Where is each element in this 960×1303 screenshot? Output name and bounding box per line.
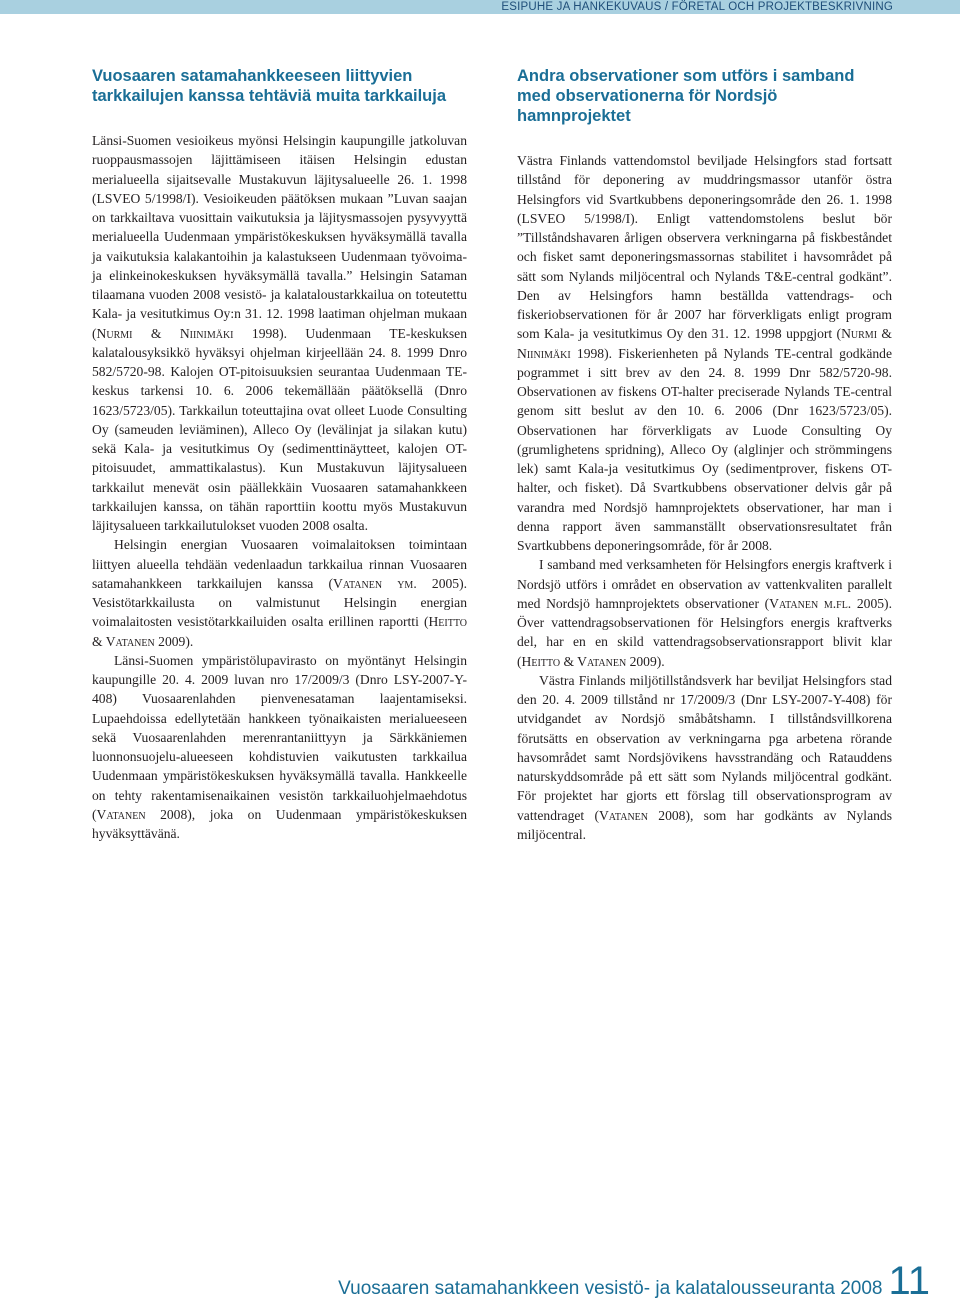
author-citation: Nurmi & Niinimäki — [96, 325, 234, 341]
paragraph: Helsingin energian Vuosaaren voimalaitoksen toimintaan liittyen alueella tehdään vedenlaadun tarkkailua rinnan Vuosaaren satamahankkeen tarkkailujen kanssa (Vatanen ym. 2005). Vesistötarkkailusta on valmistunut Helsingin energian voimalaitosten vesistötarkkailuiden osalta erillinen raportti (Heitto & Vatanen 2009). — [92, 537, 468, 649]
author-citation: Vatanen m.fl. — [769, 595, 852, 611]
paragraph: Västra Finlands miljötillståndsverk har beviljat Helsingfors stad den 20. 4. 2009 tillstånd nr 17/2009/3 (Dnr LSY-2007-Y-408) för utvidgandet av Nordsjö småbåtshamn. I tillståndsvillkorena förutsätts en observation av verkningarna pga arbetena rörande havsområdet samt Nordsjövikens havsstrandäng och Ratauddens naturskyddsområde på ett sätt som Nylands miljöcentral godkänt. För projektet har gjorts ett förslag till observationsprogram av vattendraget (Vatanen 2008), som har godkänts av Nylands miljöcentral. — [517, 672, 892, 842]
paragraph: Länsi-Suomen vesioikeus myönsi Helsingin kaupungille jatkoluvan ruoppausmassojen läjittämiseen itäisen Helsingin edustan merialueella sijaitsevalle Mustakuvun läjitysalueelle 26. 1. 1998 (LSVEO 5/1998/I). Vesioikeuden päätöksen mukaan ”Luvan saajan on tarkkailtava vuosittain vaikutuksia ja läjitysmassojen pysyvyyttä merialueella Uudenmaan ympäristökeskuksen hyväksymällä tavalla ja vaikutuksia kalakantoihin ja kalastukseen Uudenmaan työvoima- ja elinkeinokeskuksen hyväksymällä tavalla.” Helsingin Sataman tilaamana vuoden 2008 vesistö- ja kalataloustarkkailua on toteutettu Kala- ja vesitutkimus Oy:n 31. 12. 1998 laatiman ohjelman mukaan (Nurmi & Niinimäki 1998). Uudenmaan TE-keskuksen kalatalousyksikkö hyväksyi ohjelman kirjeellään 24. 8. 1999 Dnro 582/5720-98. Kalojen OT-pitoisuuksien seurantaa Uudenmaan TE-keskus tarkensi 10. 6. 2006 tekemällään päätöksellä (Dnro 1623/5723/05). Tarkkailun toteuttajina ovat olleet Luode Consulting Oy (sameuden leviäminen), Alleco Oy (levälinjat ja silakan kutu) sekä Kala- ja vesitutkimus Oy (sedimenttinäytteet, kalojen OT-pitoisuudet, ammattikalastus). Kun Mustakuvun läjitysalueen tarkkailut menevät osin päällekkäin Vuosaaren satamahankkeen tarkkailujen kanssa, on tähän raporttiin koottu myös Mustakuvun läjitysalueen tarkkailutulokset vuoden 2008 osalta. — [92, 133, 467, 533]
section-heading-swedish: Andra observationer som utförs i samband med observationerna för Nordsjö hamnprojektet — [517, 67, 855, 125]
paragraph: Västra Finlands vattendomstol beviljade Helsingfors stad fortsatt tillstånd för deponering av muddringsmassor utanför östra Helsingfors vid Svartkubbens deponeringsområde den 26. 1. 1998 (LSVEO 5/1998/I). Enligt vattendomstolens beslut bör ”Tillståndshavaren årligen observera verkningarna på fiskbeståndet och fisket samt deponeringsmassornas stabilitet i havsområdet på sätt som Nylands miljöcentral och Nylands T&E-central godkänt”. Den av Helsingfors hamn beställda vattendrags- och fiskeriobservationen för år 2007 har förverkligats enligt program som Kala- ja vesitutkimus Oy den 31. 12. 1998 uppgjort (Nurmi & Niinimäki 1998). Fiskerienheten på Nylands TE-central godkände pogrammet i sitt brev av den 24. 8. 1999 Dnr 582/5720-98. Observationen av fiskens OT-halter preciserade Nylands TE-central genom sitt beslut av den 10. 6. 2006 (Dnr 1623/5723/05). Observationen har förverkligats av Luode Consulting Oy (grumlighetens spridning), Alleco Oy (alglinjer och strömmingens lek) samt Kala-ja vesitutkimus Oy (sedimentprover, fiskens OT-halter, och fisket). Då Svartkubbens observationer delvis går på varandra med Nordsjö hamnprojektets observationer, har man i denna rapport även sammanställt observationsresultatet från Svartkubbens deponeringsområde, för år 2008. — [517, 153, 892, 553]
author-citation: Nurmi & Niinimäki — [517, 326, 892, 361]
author-citation: Vatanen ym. — [333, 575, 417, 591]
right-body — [517, 151, 892, 844]
paragraph: Länsi-Suomen ympäristölupavirasto on myöntänyt Helsingin kaupungille 20. 4. 2009 luvan nro 17/2009/3 (Dnro LSY-2007-Y-408) Vuosaarenlahden pienvenesataman laajentamiseksi. Lupaehdoissa edellytetään hankkeen työnaikaisten merialueeseen sekä Vuosaarenlahden merenrantaniittyyn ja Särkkäniemen luonnonsuojelu-alueeseen kohdistuvien vaikutusten tarkkailua Uudenmaan ympäristökeskuksen hyväksymällä tavalla. Hankkeelle on tehty rakentamisenaikainen vesistön tarkkailuohjelmaehdotus (Vatanen 2008), joka on Uudenmaan ympäristökeskuksen hyväksyttävänä. — [92, 652, 467, 841]
page-number: 11 — [888, 1259, 930, 1303]
left-body — [92, 131, 467, 843]
author-citation: Heitto & Vatanen — [521, 653, 627, 669]
author-citation: Vatanen — [598, 807, 648, 823]
footer-title: Vuosaaren satamahankkeen vesistö- ja kalatalousseuranta 2008 — [338, 1278, 883, 1299]
paragraph: I samband med verksamheten för Helsingfors energis kraftverk i Nordsjö utförs i området en observation av vattenkvaliten parallelt med Nordsjö hamnprojektets observationer (Vatanen m.fl. 2005). Över vattendragsobservationen för Helsingfors energis kraftverks del, har en en skild vattendragsobservationsrapport blivit klar (Heitto & Vatanen 2009). — [517, 557, 892, 669]
left-column — [92, 66, 467, 843]
section-heading-finnish: Vuosaaren satamahankkeeseen liittyvien tarkkailujen kanssa tehtäviä muita tarkkailuja — [92, 67, 447, 105]
author-citation: Vatanen — [96, 806, 146, 822]
author-citation: Heitto & Vatanen — [92, 614, 467, 649]
running-head: ESIPUHE JA HANKEKUVAUS / FÖRETAL OCH PROJEKTBESKRIVNING — [501, 1, 893, 13]
page-footer — [338, 1254, 930, 1303]
right-column — [517, 66, 892, 844]
